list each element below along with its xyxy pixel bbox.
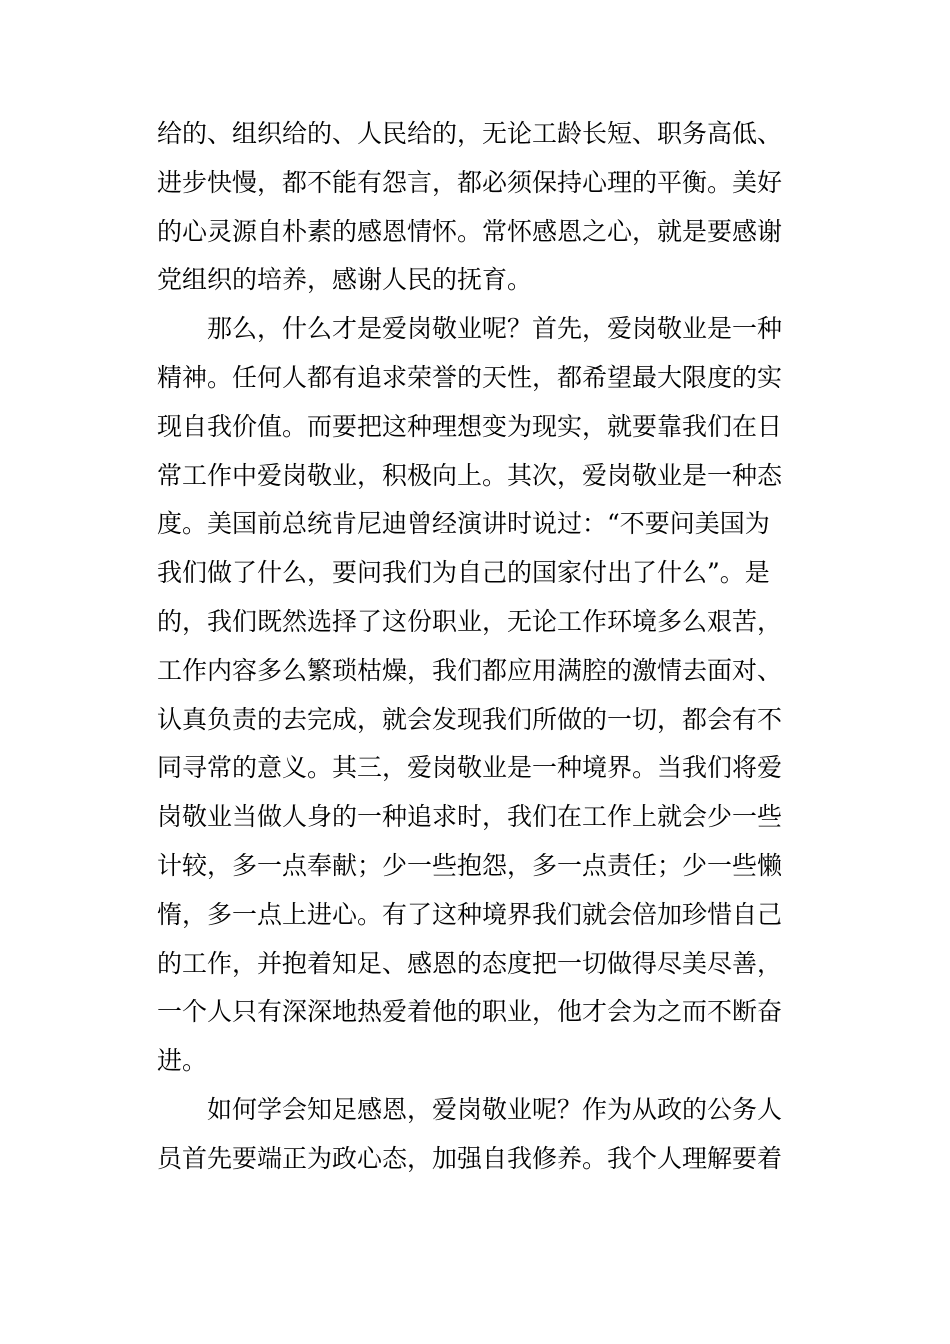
text-line: 进步快慢，都不能有怨言，都必须保持心理的平衡。美好	[157, 167, 783, 197]
text-line: 惰，多一点上进心。有了这种境界我们就会倍加珍惜自己	[157, 899, 783, 929]
text-line: 现自我价值。而要把这种理想变为现实，就要靠我们在日	[157, 411, 783, 441]
text-line: 的工作，并抱着知足、感恩的态度把一切做得尽美尽善，	[157, 948, 783, 978]
text-line: 如何学会知足感恩，爱岗敬业呢？作为从政的公务人	[207, 1094, 783, 1124]
text-line: 那么，什么才是爱岗敬业呢？首先，爱岗敬业是一种	[207, 314, 783, 344]
text-line: 岗敬业当做人身的一种追求时，我们在工作上就会少一些	[157, 802, 783, 832]
text-line: 计较，多一点奉献；少一些抱怨，多一点责任；少一些懒	[157, 850, 783, 880]
document-body	[157, 110, 817, 1184]
text-line: 给的、组织给的、人民给的，无论工龄长短、职务高低、	[157, 119, 783, 148]
text-line: 的心灵源自朴素的感恩情怀。常怀感恩之心，就是要感谢	[157, 216, 783, 246]
text-line: 同寻常的意义。其三，爱岗敬业是一种境界。当我们将爱	[157, 753, 783, 783]
paragraph	[157, 1086, 817, 1184]
text-line: 一个人只有深深地热爱着他的职业，他才会为之而不断奋	[157, 997, 783, 1027]
text-line: 精神。任何人都有追求荣誉的天性，都希望最大限度的实	[157, 362, 783, 392]
text-line: 我们做了什么，要问我们为自己的国家付出了什么”。是	[157, 558, 770, 588]
text-line: 工作内容多么繁琐枯燥，我们都应用满腔的激情去面对、	[157, 655, 783, 685]
text-line: 党组织的培养，感谢人民的抚育。	[157, 265, 533, 295]
text-line: 度。美国前总统肯尼迪曾经演讲时说过：“不要问美国为	[157, 509, 770, 539]
paragraph	[157, 110, 817, 305]
text-line: 进。	[157, 1046, 208, 1076]
text-line: 员首先要端正为政心态，加强自我修养。我个人理解要着	[157, 1143, 783, 1173]
paragraph	[157, 305, 817, 1086]
text-line: 认真负责的去完成，就会发现我们所做的一切，都会有不	[157, 704, 783, 734]
text-line: 常工作中爱岗敬业，积极向上。其次，爱岗敬业是一种态	[157, 460, 783, 490]
text-line: 的，我们既然选择了这份职业，无论工作环境多么艰苦，	[157, 606, 783, 636]
